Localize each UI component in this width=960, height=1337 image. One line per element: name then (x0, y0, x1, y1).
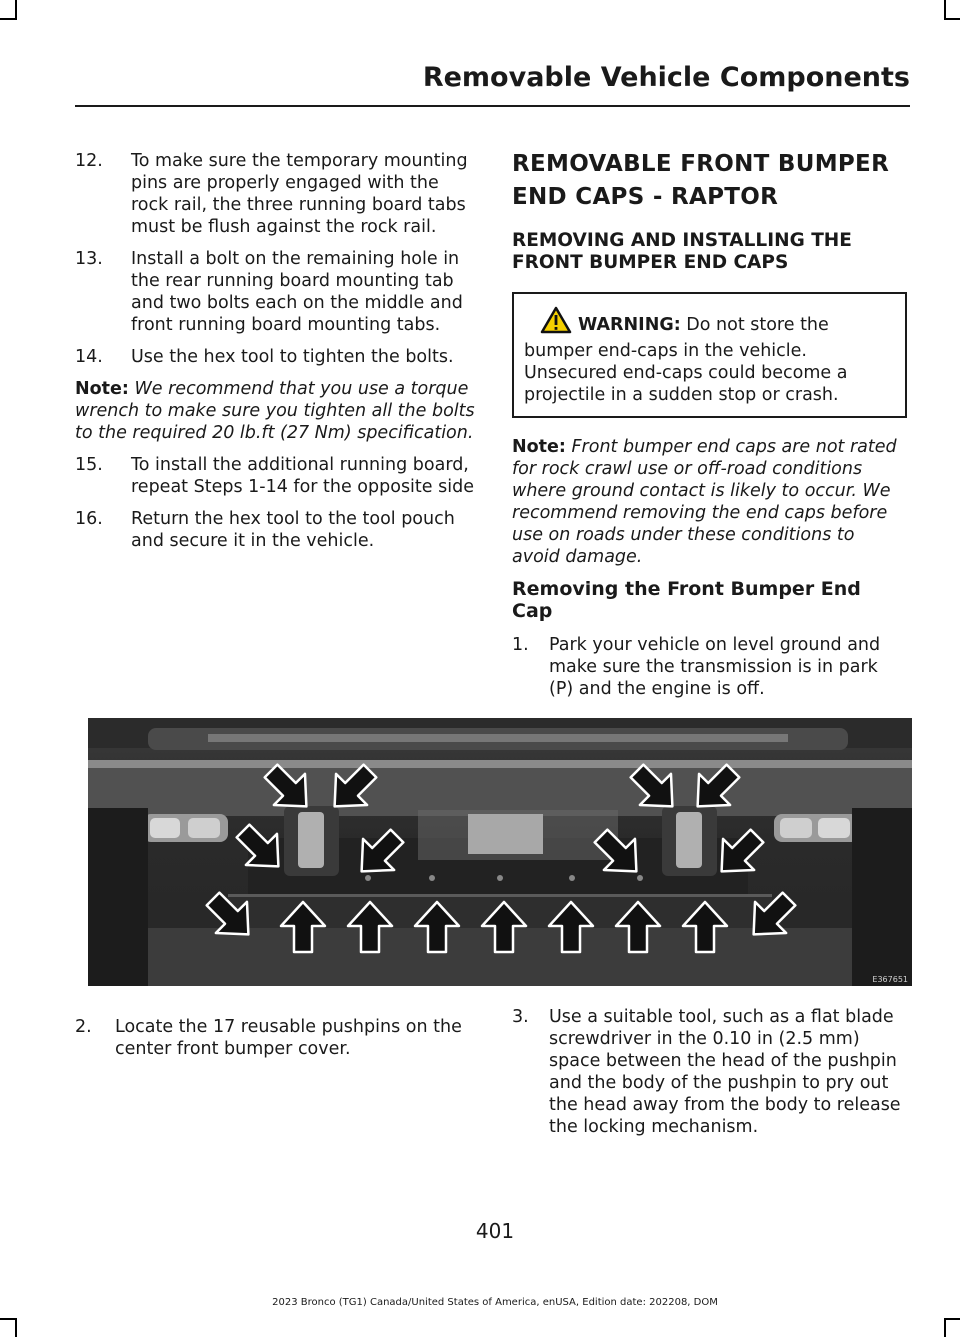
step (512, 1006, 907, 1138)
header-divider (75, 105, 910, 107)
note (75, 378, 475, 444)
step-text: Use the hex tool to tighten the bolts. (131, 347, 454, 367)
step-number: 1. (512, 635, 529, 655)
figure-code: E367651 (872, 975, 908, 984)
crop-mark (0, 18, 16, 20)
right-column (512, 150, 907, 710)
step-text: To make sure the temporary mounting pins are properly engaged with the rock rail, the three running board tabs must be flush against the rock rail. (131, 151, 468, 237)
list-item (75, 150, 475, 238)
left-column (75, 150, 475, 562)
crop-mark (0, 1318, 16, 1320)
warning-text: Do not store the bumper end-caps in the vehicle. Unsecured end-caps could become a projectile in a sudden stop or crash. (524, 315, 848, 405)
step-number: 15. (75, 455, 103, 475)
list-item (75, 248, 475, 336)
warning-box (512, 292, 907, 418)
note-text: Front bumper end caps are not rated for rock crawl use or off-road conditions where ground contact is likely to occur. We recommend removing the end caps before use on roads under these conditions to avoid damage. (512, 437, 897, 567)
list-item (512, 1006, 907, 1148)
section-heading: REMOVABLE FRONT BUMPER (512, 151, 890, 177)
subsection-heading: Removing the Front Bumper End Cap (512, 578, 861, 622)
step-number: 16. (75, 509, 103, 529)
warning-label: WARNING: (578, 315, 681, 335)
step-number: 12. (75, 151, 103, 171)
crop-mark (15, 1318, 17, 1337)
note-label: Note: (75, 379, 129, 399)
list-item (75, 346, 475, 368)
note (512, 436, 907, 568)
page-footer: 2023 Bronco (TG1) Canada/United States of America, enUSA, Edition date: 202208, DOM (272, 1297, 718, 1308)
step-number: 2. (75, 1017, 92, 1037)
step-text: Install a bolt on the remaining hole in the rear running board mounting tab and two bolts each on the middle and front running board mounting tabs. (131, 249, 463, 335)
list-item (512, 634, 907, 700)
crop-mark (944, 0, 946, 20)
step-number: 14. (75, 347, 103, 367)
crop-mark (15, 0, 17, 20)
step-text: Park your vehicle on level ground and make sure the transmission is in park (P) and the engine is off. (549, 635, 881, 699)
note-label: Note: (512, 437, 566, 457)
crop-mark (944, 1318, 946, 1337)
step-text: To install the additional running board, repeat Steps 1-14 for the opposite side (131, 455, 474, 497)
warning-triangle-icon (540, 306, 572, 340)
list-item (75, 508, 475, 552)
list-item (75, 1016, 475, 1070)
list-item (75, 454, 475, 498)
subsection-heading: REMOVING AND INSTALLING THE FRONT BUMPER END CAPS (512, 230, 852, 273)
section-heading: END CAPS - RAPTOR (512, 184, 779, 210)
bumper-illustration (88, 718, 912, 986)
step (75, 1016, 475, 1060)
crop-mark (944, 1318, 960, 1320)
step-number: 3. (512, 1007, 529, 1027)
step-number: 13. (75, 249, 103, 269)
step-text: Locate the 17 reusable pushpins on the center front bumper cover. (115, 1017, 462, 1059)
page-header-title: Removable Vehicle Components (422, 62, 910, 93)
step-text: Use a suitable tool, such as a flat blade screwdriver in the 0.10 in (2.5 mm) space between the head of the pushpin and the body of the pushpin to pry out the head away from the body to release the locking mechanism. (549, 1007, 901, 1137)
crop-mark (944, 18, 960, 20)
page-number: 401 (475, 1219, 515, 1243)
step-text: Return the hex tool to the tool pouch and secure it in the vehicle. (131, 509, 455, 551)
note-text: We recommend that you use a torque wrench to make sure you tighten all the bolts to the required 20 lb.ft (27 Nm) specification. (75, 379, 475, 443)
